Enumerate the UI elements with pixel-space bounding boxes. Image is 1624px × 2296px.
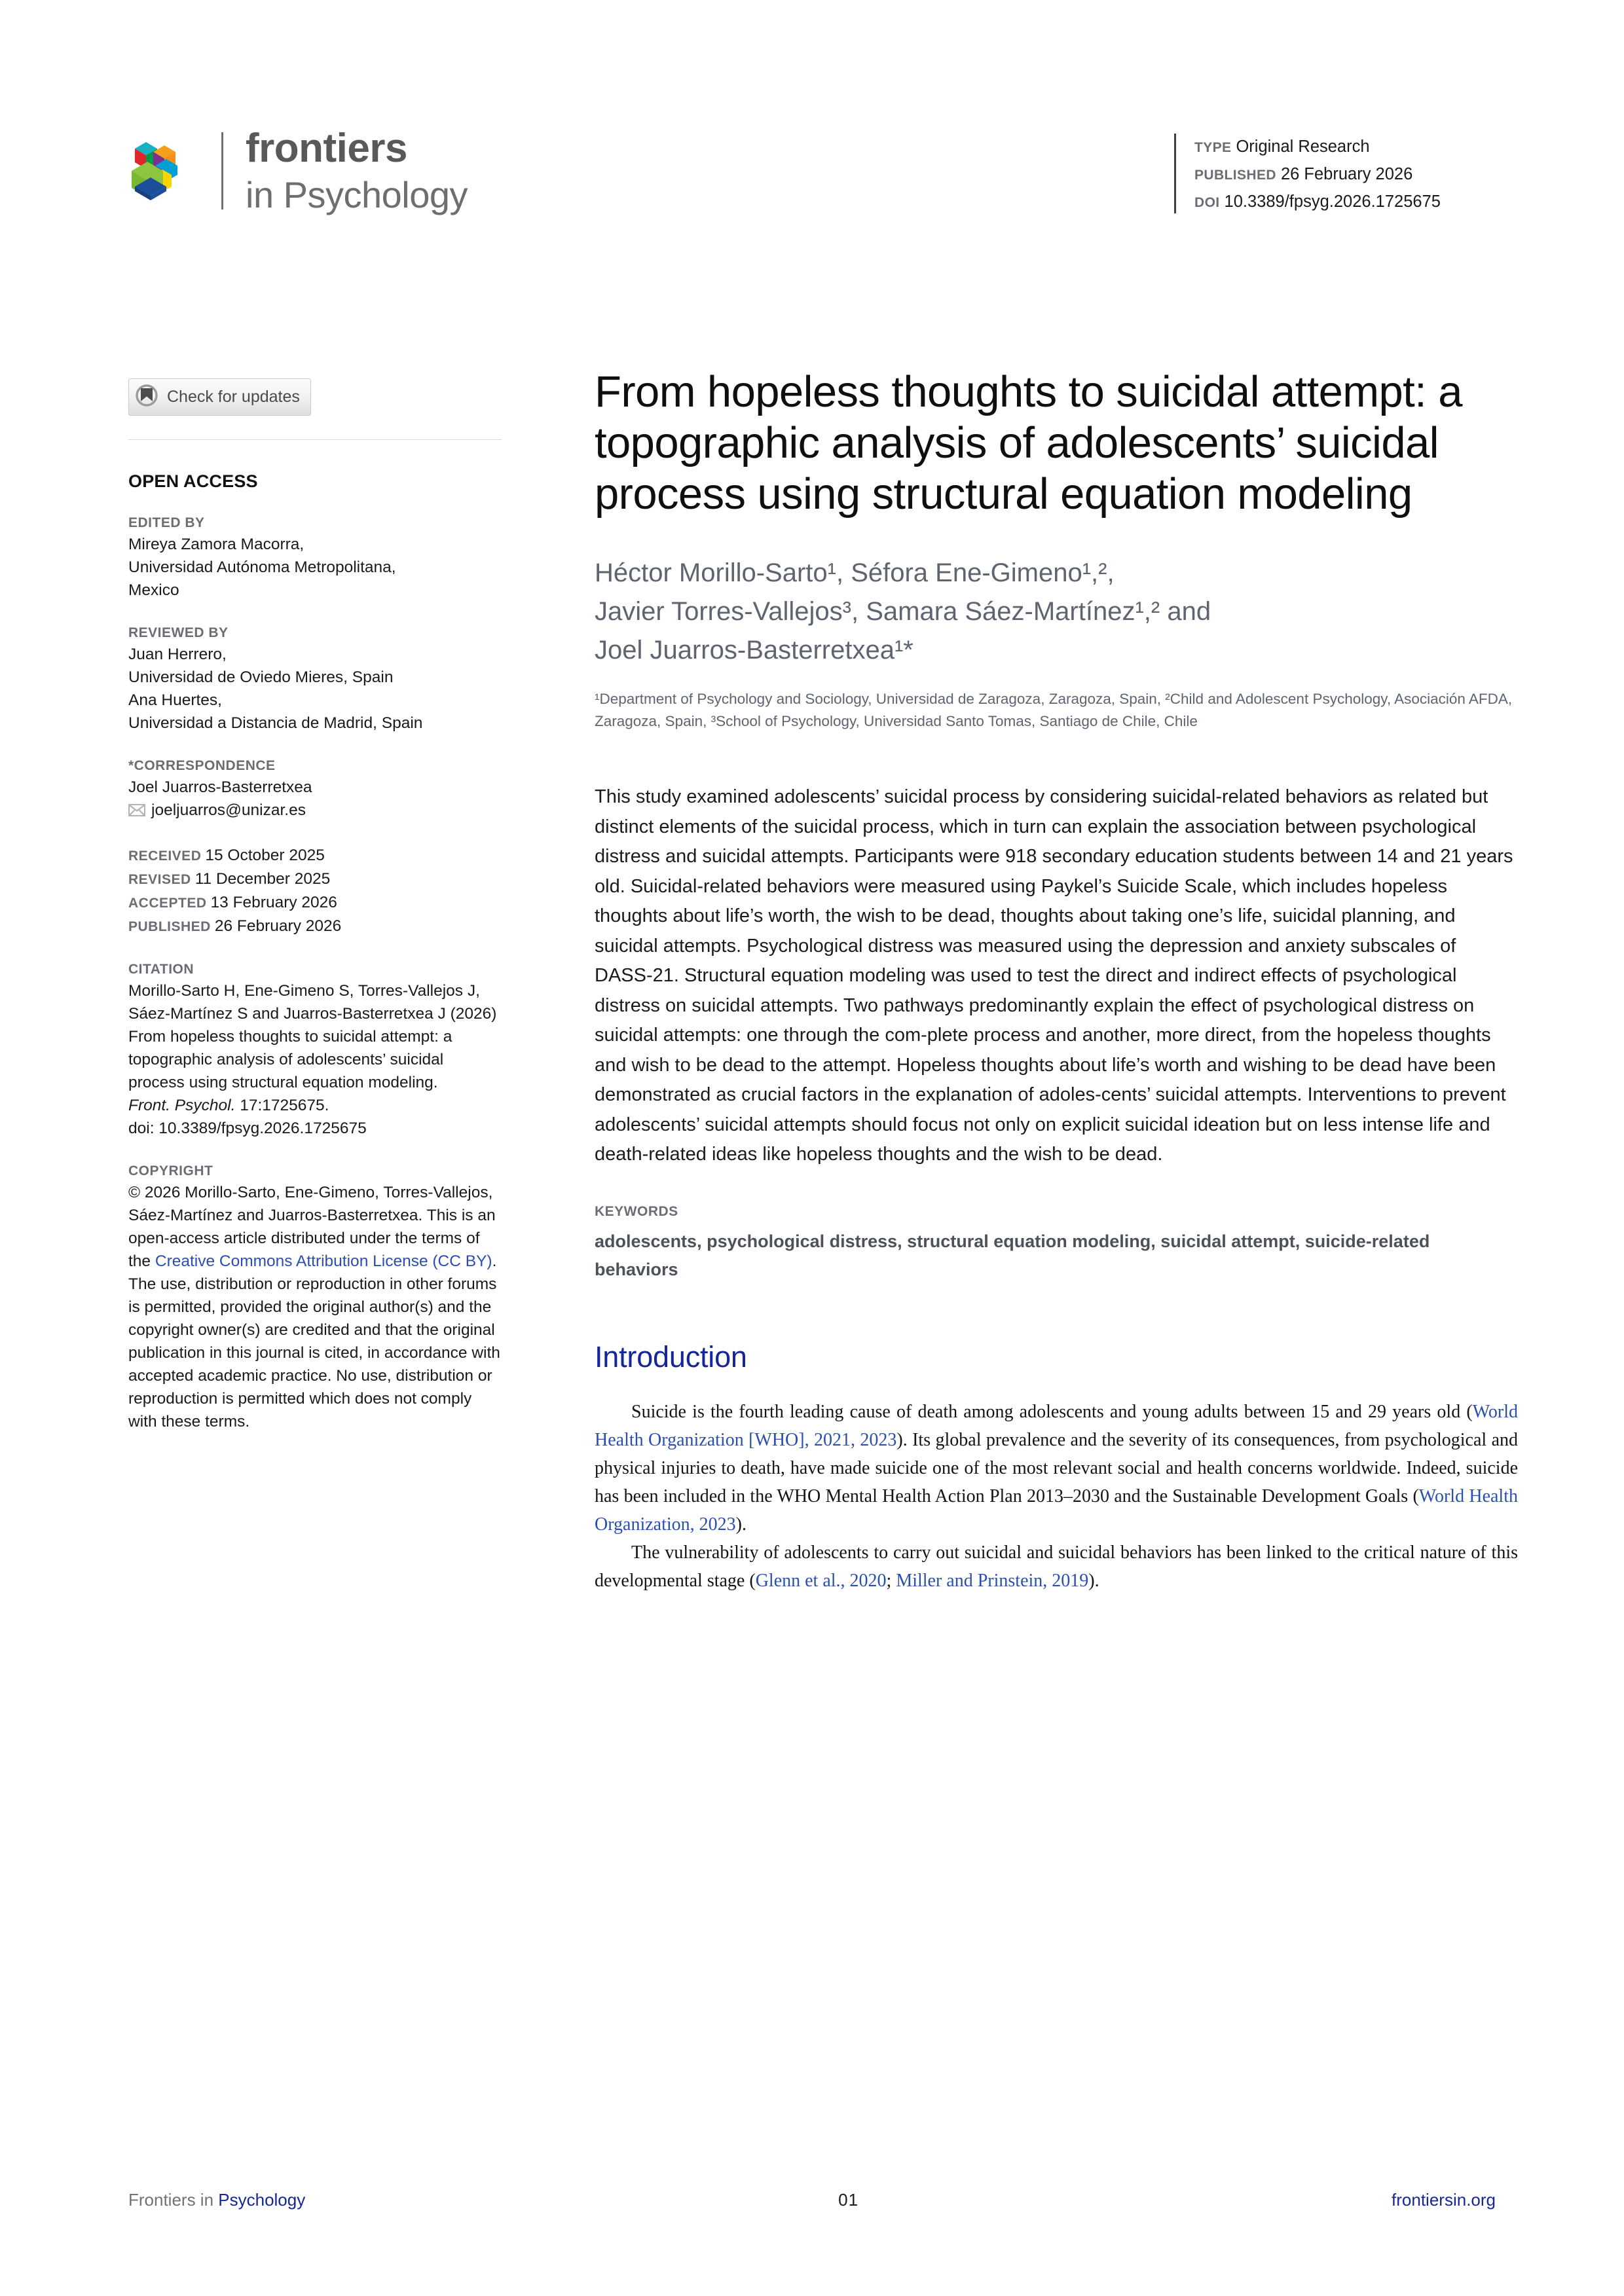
footer-journal xyxy=(128,2190,305,2210)
reviewer-2-name: Ana Huertes, xyxy=(128,691,222,709)
date-value-accepted: 13 February 2026 xyxy=(210,894,337,911)
date-value-published: 26 February 2026 xyxy=(214,917,342,935)
intro-p2-text-b: ). xyxy=(1088,1570,1099,1591)
intro-p2-separator: ; xyxy=(886,1570,896,1591)
meta-row-type xyxy=(1194,134,1441,161)
intro-p1-text-a: Suicide is the fourth leading cause of death among adolescents and young adults between 15 and 29 years old ( xyxy=(631,1401,1473,1422)
citation-text xyxy=(128,979,502,1140)
author-line-3: Joel Juarros-Basterretxea¹* xyxy=(595,636,913,665)
crossmark-badge[interactable] xyxy=(128,378,311,416)
correspondence-email-row[interactable] xyxy=(128,799,502,822)
meta-row-doi xyxy=(1194,189,1441,216)
meta-label-type: TYPE xyxy=(1194,140,1232,155)
date-label-published: PUBLISHED xyxy=(128,919,211,934)
section-heading-introduction: Introduction xyxy=(595,1339,747,1374)
intro-p1-text-b: ). Its global prevalence and the severity of its consequences, from psychological and physical injuries to death, have made suicide one of the most relevant social and health concerns worldwide. Indeed, suicide has been included in the WHO Mental Health Action Plan 2013–2030 and the Sustainable Development Goals ( xyxy=(595,1429,1519,1506)
header-metadata xyxy=(1174,134,1441,213)
article-sidebar xyxy=(128,378,502,1433)
date-label-received: RECEIVED xyxy=(128,848,202,864)
page-footer xyxy=(128,2190,1496,2210)
editor-name: Mireya Zamora Macorra, xyxy=(128,536,304,553)
correspondence-email[interactable]: joeljuarros@unizar.es xyxy=(151,801,306,819)
article-title: From hopeless thoughts to suicidal attempt: a topographic analysis of adolescents’ suicidal process using structural equation modeling xyxy=(595,367,1462,519)
intro-paragraph-1 xyxy=(595,1398,1518,1539)
citation-link-who-2021-2023[interactable]: World Health Organization [WHO], 2021, 2023 xyxy=(595,1401,1518,1450)
citation-link-glenn-2020[interactable]: Glenn et al., 2020 xyxy=(755,1570,887,1591)
meta-value-doi[interactable]: 10.3389/fpsyg.2026.1725675 xyxy=(1224,192,1441,211)
reviewer-1-affiliation: Universidad de Oviedo Mieres, Spain xyxy=(128,668,394,686)
keywords-label: KEYWORDS xyxy=(595,1203,678,1219)
abstract-text: This study examined adolescents’ suicidal process by considering suicidal-related behaviors as related but distinct elements of the suicidal process, which in turn can explain the association between psychological distress and suicidal attempts. Participants were 918 secondary education students between 14 and 21 years old. Suicidal-related behaviors were measured using Paykel’s Suicide Scale, which includes hopeless thoughts about life’s worth, the wish to be dead, thoughts about taking one’s life, suicidal planning, and suicidal attempts. Psychological distress was measured using the depression and anxiety subscales of DASS-21. Structural equation modeling was used to test the direct and indirect effects of psychological distress on suicidal attempts. Two pathways predominantly explain the effect of psychological distress on suicidal attempts: one through the com-plete process and another, more direct, from the hopeless thoughts and wish to be dead to the attempt. Hopeless thoughts about life’s worth and wishing to be dead have been demonstrated as crucial factors in the explanation of adoles-cents’ suicidal attempts. Interventions to prevent adolescents’ suicidal attempts should focus not only on explicit suicidal ideation but on less intense life and death-related ideas like hopeless thoughts and the wish to be dead. xyxy=(595,786,1513,1165)
citation-link-miller-prinstein-2019[interactable]: Miller and Prinstein, 2019 xyxy=(896,1570,1089,1591)
author-list xyxy=(595,554,1518,670)
date-label-revised: REVISED xyxy=(128,872,191,887)
correspondence-block xyxy=(128,758,502,822)
crossmark-label: Check for updates xyxy=(167,388,300,406)
cc-license-link[interactable]: Creative Commons Attribution License (CC BY) xyxy=(155,1252,492,1270)
journal-name: in Psychology xyxy=(246,174,468,215)
reviewed-by-label: REVIEWED BY xyxy=(128,625,229,640)
citation-link-who-2023[interactable]: World Health Organization, 2023 xyxy=(595,1485,1518,1535)
intro-p1-text-c: ). xyxy=(735,1514,747,1535)
intro-paragraph-2 xyxy=(595,1539,1518,1595)
meta-label-doi: DOI xyxy=(1194,195,1220,210)
copyright-text xyxy=(128,1181,502,1433)
author-line-1: Héctor Morillo-Sarto¹, Séfora Ene-Gimeno¹,², xyxy=(595,558,1115,587)
citation-journal: Front. Psychol. xyxy=(128,1097,236,1114)
date-row-published xyxy=(128,915,502,938)
masthead-divider xyxy=(221,132,223,210)
citation-volume: 17:1725675. xyxy=(240,1097,329,1114)
edited-by-block xyxy=(128,515,502,602)
frontiers-logo-icon xyxy=(128,137,191,205)
date-row-revised xyxy=(128,867,502,891)
citation-body: Morillo-Sarto H, Ene-Gimeno S, Torres-Vallejos J, Sáez-Martínez S and Juarros-Basterretxea J (2026) From hopeless thoughts to suicidal attempt: a topographic analysis of adolescents’ suicidal process using structural equation modeling. xyxy=(128,982,497,1091)
footer-journal-prefix: Frontiers in xyxy=(128,2190,219,2210)
correspondence-label: *CORRESPONDENCE xyxy=(128,758,276,773)
date-value-revised: 11 December 2025 xyxy=(194,870,331,888)
editor-affiliation-1: Universidad Autónoma Metropolitana, xyxy=(128,558,396,576)
crossmark-icon xyxy=(136,384,158,410)
meta-value-type: Original Research xyxy=(1236,137,1370,156)
citation-doi[interactable]: doi: 10.3389/fpsyg.2026.1725675 xyxy=(128,1120,367,1137)
author-line-2: Javier Torres-Vallejos³, Samara Sáez-Martínez¹,² and xyxy=(595,597,1211,626)
open-access-badge: OPEN ACCESS xyxy=(128,471,258,491)
copyright-label: COPYRIGHT xyxy=(128,1163,213,1178)
article-main-column xyxy=(595,367,1518,1595)
sidebar-divider xyxy=(128,439,502,440)
envelope-icon xyxy=(128,800,145,823)
affiliations: ¹Department of Psychology and Sociology, Universidad de Zaragoza, Zaragoza, Spain, ²Child and Adolescent Psychology, Asociación AFDA, Zaragoza, Spain, ³School of Psychology, Universidad Santo Tomas, Santiago de Chile, Chile xyxy=(595,691,1513,729)
copyright-block xyxy=(128,1163,502,1433)
date-row-received xyxy=(128,844,502,867)
footer-page-number: 01 xyxy=(838,2190,859,2210)
reviewer-1-name: Juan Herrero, xyxy=(128,646,227,663)
reviewer-2-affiliation: Universidad a Distancia de Madrid, Spain xyxy=(128,714,423,732)
date-row-accepted xyxy=(128,891,502,915)
date-value-received: 15 October 2025 xyxy=(205,847,325,864)
article-dates-block xyxy=(128,844,502,938)
masthead-wordmark xyxy=(246,128,468,213)
copyright-part-2: . The use, distribution or reproduction in other forums is permitted, provided the original author(s) and the copyright owner(s) are credited and that the original publication in this journal is cited, in accordance with accepted academic practice. No use, distribution or reproduction is permitted which does not comply with these terms. xyxy=(128,1252,500,1430)
journal-masthead xyxy=(128,128,468,213)
meta-label-published: PUBLISHED xyxy=(1194,168,1276,183)
edited-by-label: EDITED BY xyxy=(128,515,205,530)
meta-row-published xyxy=(1194,161,1441,189)
citation-block xyxy=(128,962,502,1140)
intro-p2-text-a: The vulnerability of adolescents to carry out suicidal and suicidal behaviors has been linked to the critical nature of this developmental stage ( xyxy=(595,1542,1518,1591)
copyright-part-1: © 2026 Morillo-Sarto, Ene-Gimeno, Torres-Vallejos, Sáez-Martínez and Juarros-Basterretxea. This is an open-access article distributed under the terms of the xyxy=(128,1184,496,1270)
editor-affiliation-2: Mexico xyxy=(128,581,179,599)
introduction-body xyxy=(595,1398,1518,1595)
meta-value-published: 26 February 2026 xyxy=(1280,165,1413,183)
footer-journal-name: Psychology xyxy=(218,2190,306,2210)
keywords-text: adolescents, psychological distress, structural equation modeling, suicidal attempt, suicide-related behaviors xyxy=(595,1231,1430,1279)
footer-website-link[interactable]: frontiersin.org xyxy=(1392,2190,1496,2210)
reviewed-by-block xyxy=(128,625,502,735)
citation-label: CITATION xyxy=(128,962,194,977)
date-label-accepted: ACCEPTED xyxy=(128,896,207,911)
correspondence-name: Joel Juarros-Basterretxea xyxy=(128,778,312,796)
brand-name: frontiers xyxy=(246,126,407,171)
